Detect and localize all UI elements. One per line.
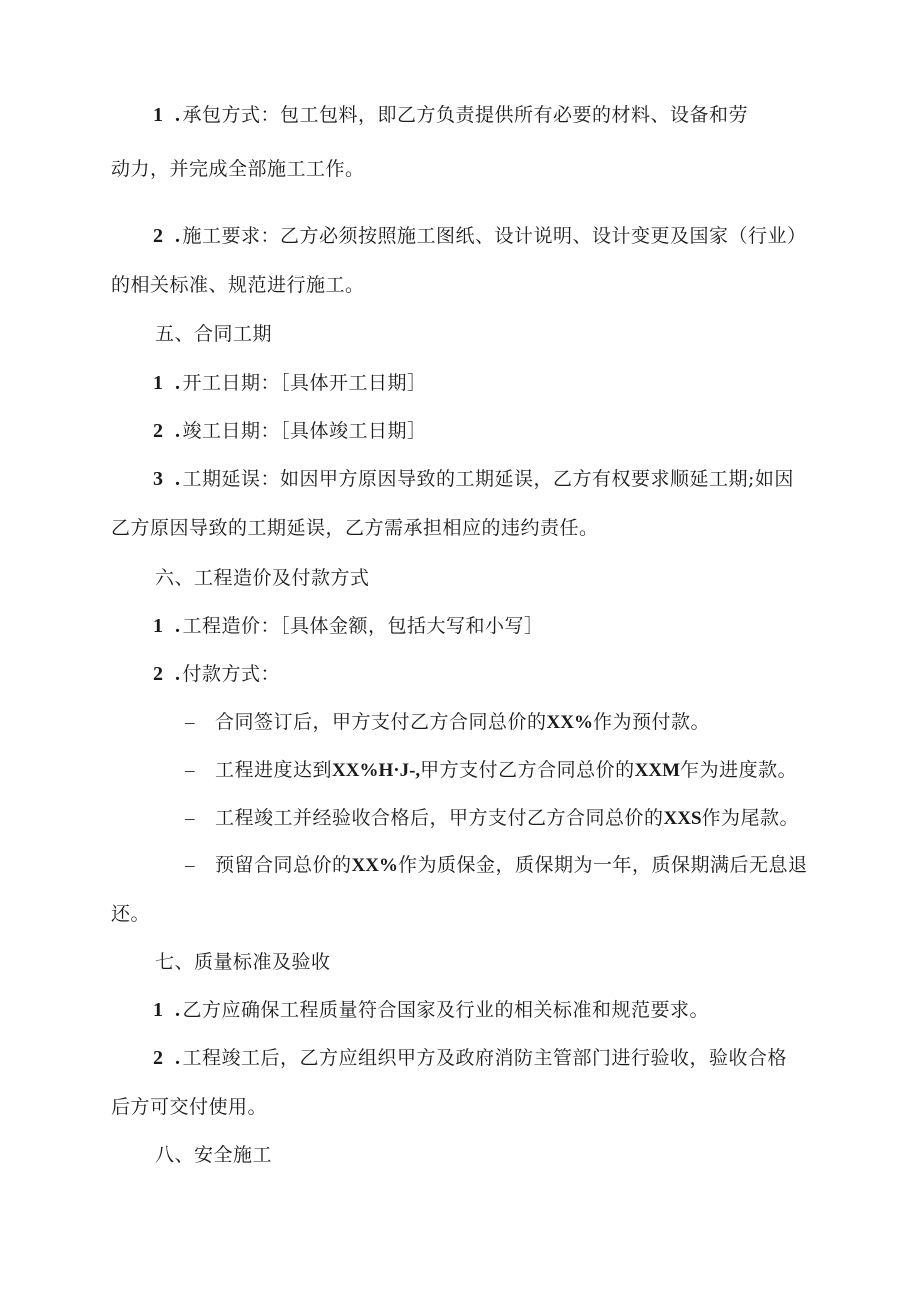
section-7-item-2 — [153, 1046, 787, 1070]
item-number: 2 — [153, 420, 164, 442]
item-number: 1 — [153, 999, 164, 1021]
item-number: 1 — [153, 104, 164, 126]
section-7-item-2-continuation: 后方可交付使用。 — [111, 1096, 268, 1118]
section-5-item-3 — [153, 467, 794, 491]
section-7-heading: 七、质量标准及验收 — [155, 951, 331, 973]
contract-item-1 — [153, 103, 748, 127]
item-text: 施工要求：乙方必须按照施工图纸、设计说明、设计变更及国家（行业） — [182, 225, 807, 247]
item-text: 付款方式： — [182, 663, 281, 685]
section-8-heading: 八、安全施工 — [155, 1144, 273, 1166]
contract-item-1-continuation: 动力，并完成全部施工工作。 — [111, 158, 365, 180]
dash-marker: – — [185, 760, 195, 781]
item-number-dot: . — [175, 663, 181, 685]
item-number-dot: . — [175, 225, 181, 247]
item-text: 竣工日期：［具体竣工日期］ — [182, 420, 427, 442]
payment-bullet-4 — [185, 853, 807, 878]
item-text: 承包方式：包工包料，即乙方负责提供所有必要的材料、设备和劳 — [182, 104, 749, 126]
section-7-item-1 — [153, 998, 709, 1022]
item-text: 工程造价：［具体金额，包括大写和小写］ — [182, 615, 544, 637]
bullet-text-post: 作为预付款。 — [592, 711, 710, 733]
item-number-dot: . — [175, 468, 181, 490]
bullet-text-mid: 甲方支付乙方合同总价的 — [420, 759, 635, 781]
bullet-text-post: 作为质保金，质保期为一年，质保期满后无息退 — [397, 854, 808, 876]
item-number-dot: . — [175, 372, 181, 394]
item-number: 2 — [153, 1047, 164, 1069]
bullet-text-pre: 合同签订后，甲方支付乙方合同总价的 — [215, 711, 547, 733]
payment-bullet-3 — [185, 806, 799, 831]
bullet-text-post: 作为尾款。 — [701, 807, 800, 829]
percent-placeholder: XXS — [663, 808, 702, 829]
dash-marker: – — [185, 855, 195, 876]
item-text: 开工日期：［具体开工日期］ — [182, 372, 427, 394]
item-number: 1 — [153, 372, 164, 394]
contract-item-2 — [153, 224, 807, 248]
item-number-dot: . — [175, 1047, 181, 1069]
percent-placeholder-2: XXM — [634, 760, 681, 781]
item-number: 3 — [153, 468, 164, 490]
percent-placeholder: XX% — [351, 855, 398, 876]
payment-bullet-4-continuation: 还。 — [111, 903, 151, 925]
section-5-heading: 五、合同工期 — [155, 323, 273, 345]
item-number: 1 — [153, 615, 164, 637]
section-6-heading: 六、工程造价及付款方式 — [155, 567, 370, 589]
percent-placeholder: XX%H·J-, — [332, 760, 421, 781]
payment-bullet-2 — [185, 758, 797, 783]
section-5-item-1 — [153, 371, 427, 395]
item-number-dot: . — [175, 420, 181, 442]
section-6-item-1 — [153, 614, 544, 638]
dash-marker: – — [185, 712, 195, 733]
item-number-dot: . — [175, 104, 181, 126]
item-number-dot: . — [175, 999, 181, 1021]
bullet-text-pre: 预留合同总价的 — [215, 854, 352, 876]
percent-placeholder: XX% — [546, 712, 593, 733]
item-number-dot: . — [175, 615, 181, 637]
item-text: 工程竣工后，乙方应组织甲方及政府消防主管部门进行验收，验收合格 — [182, 1047, 788, 1069]
section-5-item-2 — [153, 419, 427, 443]
item-text: 工期延误：如因甲方原因导致的工期延误，乙方有权要求顺延工期;如因 — [182, 468, 794, 490]
item-text: 乙方应确保工程质量符合国家及行业的相关标准和规范要求。 — [182, 999, 710, 1021]
bullet-text-pre: 工程进度达到 — [215, 759, 333, 781]
payment-bullet-1 — [185, 710, 710, 735]
item-number: 2 — [153, 663, 164, 685]
bullet-text-post: 乍为进度款。 — [680, 759, 798, 781]
bullet-text-pre: 工程竣工并经验收合格后，甲方支付乙方合同总价的 — [215, 807, 664, 829]
section-6-item-2 — [153, 662, 280, 686]
dash-marker: – — [185, 808, 195, 829]
item-number: 2 — [153, 225, 164, 247]
section-5-item-3-continuation: 乙方原因导致的工期延误，乙方需承担相应的违约责任。 — [111, 517, 599, 539]
contract-item-2-continuation: 的相关标准、规范进行施工。 — [111, 274, 365, 296]
